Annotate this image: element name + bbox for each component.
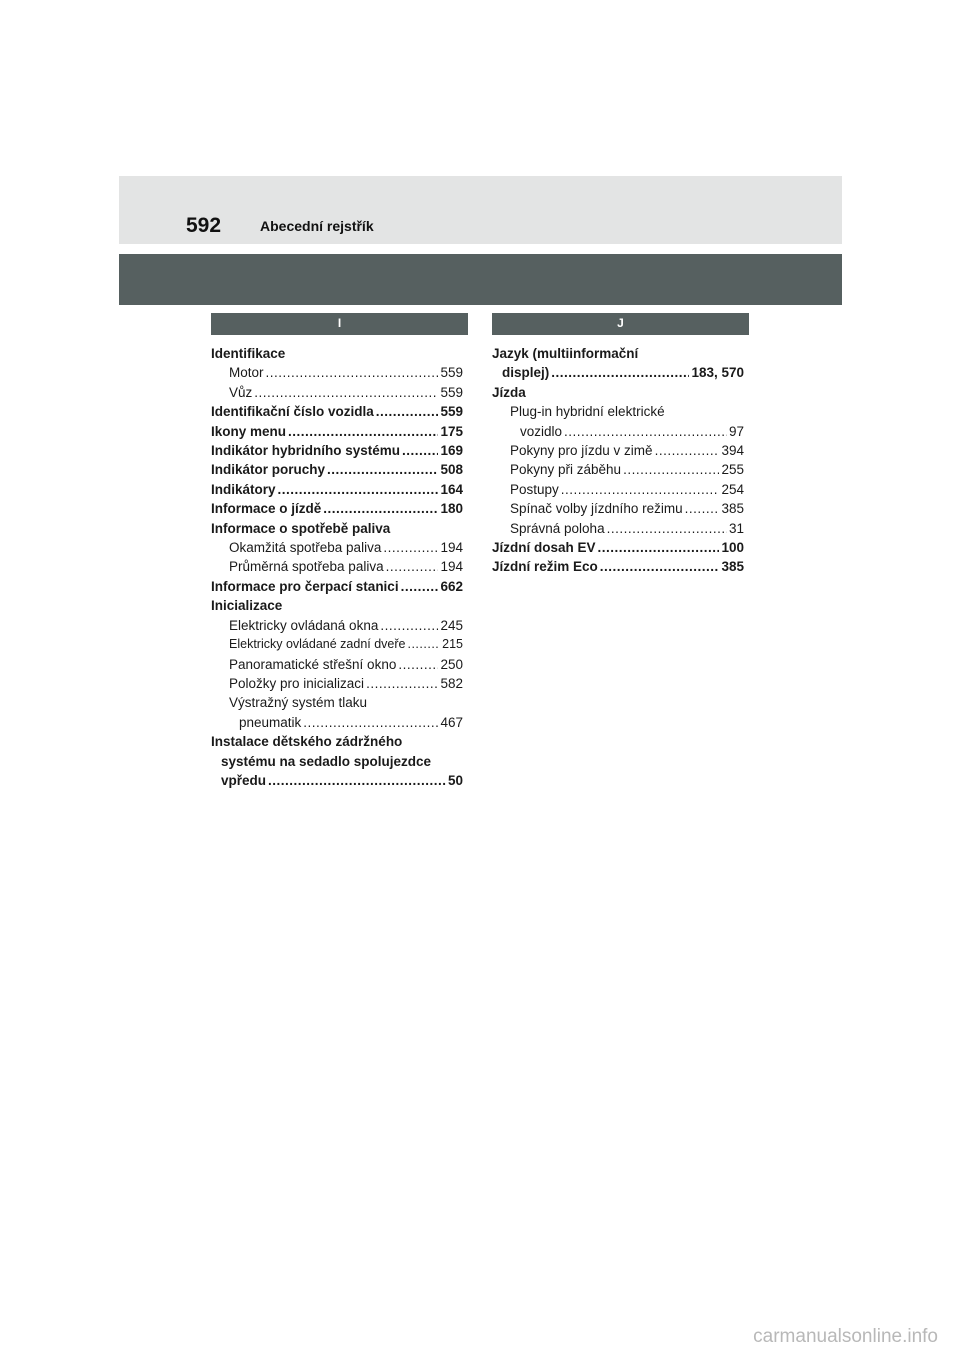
index-entry: systému na sedadlo spolujezdce — [221, 753, 432, 769]
entry-term: Správná poloha — [510, 520, 605, 536]
dot-leader — [278, 480, 439, 499]
index-entry — [211, 674, 463, 693]
entry-page: 180 — [440, 501, 463, 517]
dot-leader — [685, 499, 720, 518]
entry-term: Okamžitá spotřeba paliva — [229, 540, 382, 556]
entry-page: 215 — [442, 637, 463, 652]
dot-leader — [254, 383, 438, 402]
dot-leader — [268, 771, 446, 790]
index-entry — [211, 713, 463, 732]
entry-page: 183, 570 — [691, 365, 744, 381]
entry-term: displej) — [502, 365, 550, 381]
dot-leader — [598, 538, 720, 557]
entry-page: 194 — [440, 559, 463, 575]
dot-leader — [551, 363, 689, 382]
index-entry — [492, 422, 744, 441]
dot-leader — [327, 460, 438, 479]
entry-term: Identifikační číslo vozidla — [211, 404, 374, 420]
dot-leader — [655, 441, 720, 460]
watermark-logo: carmanualsonline.info — [753, 1326, 938, 1347]
index-entry: Identifikace — [211, 346, 286, 361]
index-entry — [492, 363, 744, 382]
index-entry — [211, 363, 463, 382]
index-entry — [211, 499, 463, 518]
dot-leader — [303, 713, 438, 732]
index-entry — [211, 557, 463, 576]
dot-leader — [398, 655, 438, 674]
entry-term: Panoramatické střešní okno — [229, 656, 397, 672]
dot-leader — [564, 422, 727, 441]
index-entry — [492, 519, 744, 538]
entry-page: 254 — [721, 481, 744, 497]
index-entry — [211, 383, 463, 402]
index-entry — [492, 538, 744, 557]
index-entry — [211, 635, 463, 654]
entry-page: 662 — [440, 578, 463, 594]
dot-leader — [401, 577, 439, 596]
entry-term: Jízdní dosah EV — [492, 540, 596, 556]
entry-term: Elektricky ovládané zadní dveře — [229, 637, 406, 652]
index-entry — [211, 655, 463, 674]
entry-term: vpředu — [221, 772, 267, 788]
index-entry: Inicializace — [211, 598, 283, 614]
entry-term: Motor — [229, 365, 264, 381]
index-entry — [211, 616, 463, 635]
entry-term: vozidlo — [520, 423, 563, 439]
entry-page: 385 — [721, 559, 744, 575]
entry-term: Vůz — [229, 384, 253, 400]
index-entry — [211, 771, 463, 790]
entry-page: 169 — [440, 443, 463, 459]
entry-term: Indikátor hybridního systému — [211, 443, 401, 459]
dot-leader — [623, 460, 719, 479]
entry-term: Indikátory — [211, 481, 276, 497]
entry-page: 97 — [728, 423, 744, 439]
index-entry — [492, 480, 744, 499]
index-entry — [211, 441, 463, 460]
section-title: Abecední rejstřík — [260, 218, 374, 234]
index-entry: Jazyk (multiinformační — [492, 346, 639, 361]
index-entry: Instalace dětského zádržného — [211, 734, 403, 750]
entry-term: Postupy — [510, 481, 559, 497]
dot-leader — [386, 557, 439, 576]
entry-term: Informace o jízdě — [211, 501, 322, 517]
dot-leader — [407, 635, 440, 654]
dot-leader — [607, 519, 727, 538]
entry-term: Informace pro čerpací stanici — [211, 578, 399, 594]
index-entry: Informace o spotřebě paliva — [211, 520, 391, 536]
index-entry — [211, 460, 463, 479]
index-entry — [211, 422, 463, 441]
entry-term: Průměrná spotřeba paliva — [229, 559, 384, 575]
index-entry — [492, 460, 744, 479]
entry-term: Indikátor poruchy — [211, 462, 326, 478]
index-entry — [211, 480, 463, 499]
index-column-j — [492, 344, 744, 577]
index-entry: Jízda — [492, 384, 526, 400]
entry-page: 559 — [440, 404, 463, 420]
entry-page: 245 — [440, 617, 463, 633]
dot-leader — [600, 557, 720, 576]
entry-page: 194 — [440, 540, 463, 556]
index-entry: Plug-in hybridní elektrické — [510, 404, 665, 420]
index-entry — [492, 441, 744, 460]
header-dark-band — [119, 254, 842, 305]
header-band — [119, 176, 842, 244]
entry-term: Elektricky ovládaná okna — [229, 617, 379, 633]
entry-page: 50 — [447, 772, 463, 788]
entry-term: Ikony menu — [211, 423, 287, 439]
entry-term: Pokyny při záběhu — [510, 462, 622, 478]
entry-page: 467 — [440, 714, 463, 730]
dot-leader — [402, 441, 438, 460]
entry-term: Položky pro inicializaci — [229, 675, 365, 691]
entry-term: Spínač volby jízdního režimu — [510, 501, 683, 517]
entry-term: Pokyny pro jízdu v zimě — [510, 443, 653, 459]
entry-term: Jízdní režim Eco — [492, 559, 598, 575]
entry-page: 385 — [721, 501, 744, 517]
index-entry — [492, 557, 744, 576]
dot-leader — [376, 402, 439, 421]
index-entry — [492, 499, 744, 518]
index-entry — [211, 402, 463, 421]
index-column-i — [211, 344, 463, 790]
entry-page: 559 — [440, 365, 463, 381]
index-entry — [211, 577, 463, 596]
dot-leader — [380, 616, 438, 635]
entry-page: 559 — [440, 384, 463, 400]
letter-heading-j: J — [492, 313, 749, 335]
entry-page: 164 — [440, 481, 463, 497]
dot-leader — [323, 499, 438, 518]
dot-leader — [561, 480, 720, 499]
index-entry — [211, 538, 463, 557]
entry-page: 582 — [440, 675, 463, 691]
entry-page: 31 — [728, 520, 744, 536]
page-number: 592 — [186, 214, 222, 237]
dot-leader — [266, 363, 439, 382]
entry-page: 255 — [721, 462, 744, 478]
entry-term: pneumatik — [239, 714, 302, 730]
entry-page: 394 — [721, 443, 744, 459]
entry-page: 175 — [440, 423, 463, 439]
entry-page: 100 — [721, 540, 744, 556]
dot-leader — [383, 538, 438, 557]
letter-heading-i: I — [211, 313, 468, 335]
dot-leader — [366, 674, 438, 693]
index-entry: Výstražný systém tlaku — [229, 695, 368, 711]
dot-leader — [288, 422, 438, 441]
entry-page: 508 — [440, 462, 463, 478]
entry-page: 250 — [440, 656, 463, 672]
